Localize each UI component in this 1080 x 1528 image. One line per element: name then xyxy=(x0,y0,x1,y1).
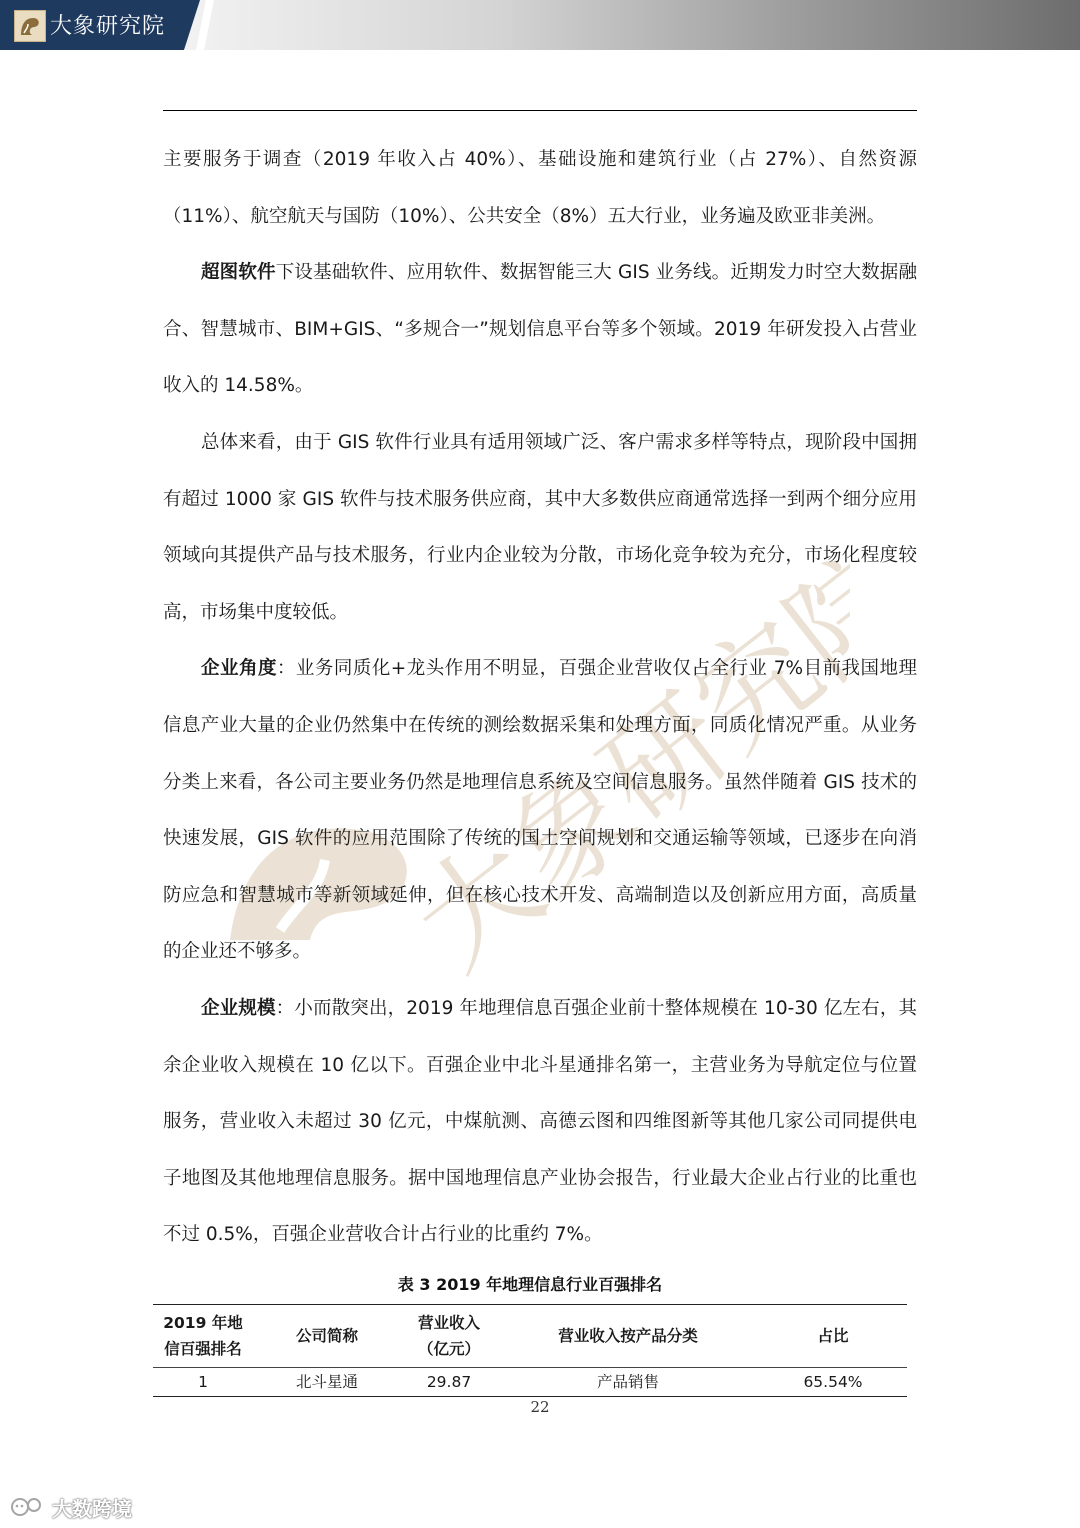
table-cell: 产品销售 xyxy=(596,1373,659,1391)
column-header: 营业收入按产品分类 xyxy=(558,1327,698,1345)
paragraph: 企业角度：业务同质化+龙头作用不明显，百强企业营收仅占全行业 7%目前我国地理信息产业大量的企业仍然集中在传统的测绘数据采集和处理方面，同质化情况严重。从业务分类上来看，各公司主要业务仍然是地理信息系统及空间信息服务。虽然伴随着 GIS 技术的快速发展，GIS 软件的应用范围除了传统的国土空间规划和交通运输等领域，已逐步在向消防应急和智慧城市等新领域延伸，但在核心技术开发、高端制造以及创新应用方面，高质量的企业还不够多。 xyxy=(163,658,917,963)
table-row xyxy=(153,1368,907,1396)
paragraph-lead: 企业角度 xyxy=(201,658,277,680)
elephant-logo-icon xyxy=(14,10,46,42)
paragraph-lead: 超图软件 xyxy=(201,262,276,284)
table-caption: 表 3 2019 年地理信息行业百强排名 xyxy=(397,1275,663,1294)
footer-brand-text: 大数跨境 xyxy=(52,1496,132,1521)
paragraph-lead: 企业规模 xyxy=(201,997,276,1019)
header-gradient-band xyxy=(185,0,1080,50)
table-cell: 北斗星通 xyxy=(295,1373,358,1391)
footer-watermark xyxy=(10,1494,132,1520)
chat-bubble-icon xyxy=(10,1496,46,1518)
paragraph: 超图软件下设基础软件、应用软件、数据智能三大 GIS 业务线。近期发力时空大数据融合、智慧城市、BIM+GIS、“多规合一”规划信息平台等多个领域。2019 年研发投入占营业收入的 14.58%。 xyxy=(163,262,917,397)
paragraph: 总体来看，由于 GIS 软件行业具有适用领域广泛、客户需求多样等特点，现阶段中国拥有超过 1000 家 GIS 软件与技术服务供应商，其中大多数供应商通常选择一到两个细分应用领域向其提供产品与技术服务，行业内企业较为分散，市场化竞争较为充分，市场化程度较高，市场集中度较低。 xyxy=(163,431,917,623)
column-header: 2019 年地信百强排名 xyxy=(163,1314,243,1358)
page-number: 22 xyxy=(530,1398,550,1416)
table-header-row xyxy=(153,1305,907,1368)
table-cell: 65.54% xyxy=(803,1373,863,1391)
column-header: 营业收入（亿元） xyxy=(417,1314,480,1358)
page-header xyxy=(0,0,1080,50)
brand-name: 大象研究院 xyxy=(50,14,166,39)
ranking-table xyxy=(153,1304,907,1397)
column-header: 占比 xyxy=(817,1327,849,1345)
header-rule xyxy=(163,110,917,111)
paragraph: 企业规模：小而散突出，2019 年地理信息百强企业前十整体规模在 10-30 亿左右，其余企业收入规模在 10 亿以下。百强企业中北斗星通排名第一，主营业务为导航定位与位置服务，营业收入未超过 30 亿元，中煤航测、高德云图和四维图新等其他几家公司同提供电子地图及其他地理信息服务。据中国地理信息产业协会报告，行业最大企业占行业的比重也不过 0.5%，百强企业营收合计占行业的比重约 7%。 xyxy=(163,997,917,1246)
paragraph: 主要服务于调查（2019 年收入占 40%）、基础设施和建筑行业（占 27%）、自然资源（11%）、航空航天与国防（10%）、公共安全（8%）五大行业，业务遍及欧亚非美洲。 xyxy=(163,149,917,227)
column-header: 公司简称 xyxy=(295,1327,358,1345)
svg-text:大象研究院: 大象研究院 xyxy=(390,523,850,996)
table-cell: 1 xyxy=(198,1373,208,1391)
table-cell: 29.87 xyxy=(426,1373,472,1391)
body-text xyxy=(163,132,917,1264)
